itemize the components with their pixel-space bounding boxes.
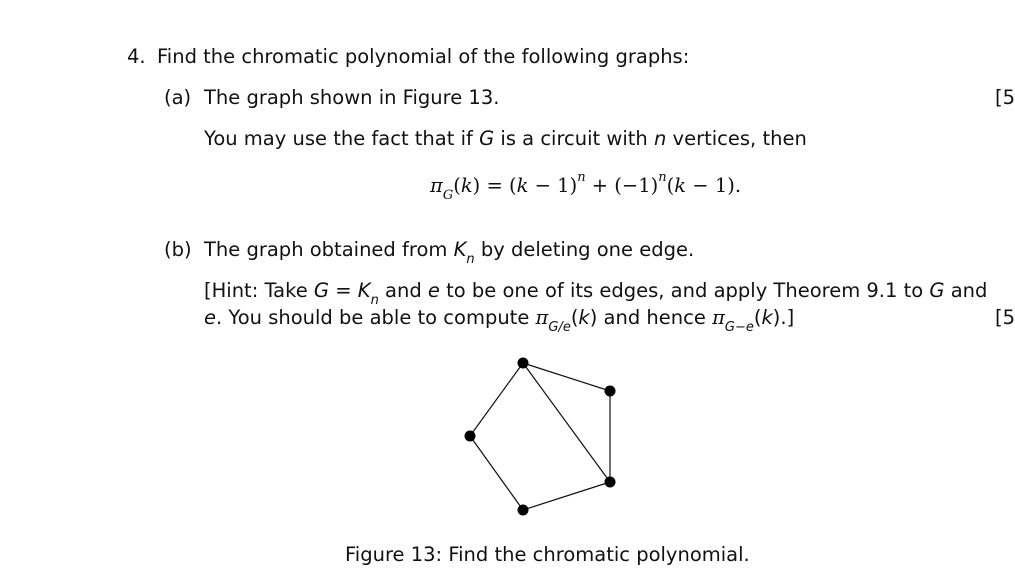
vertex-bottom bbox=[518, 505, 529, 516]
note-pre: You may use the fact that if bbox=[204, 127, 473, 150]
vertex-lower-right bbox=[605, 477, 616, 488]
part-b-K-sub: n bbox=[466, 251, 475, 267]
vertex-upper-right bbox=[605, 386, 616, 397]
part-b-text bbox=[204, 238, 695, 267]
note-n: n bbox=[653, 127, 667, 150]
hint-line-2: e. You should be able to compute $\pi_{G/e}(k)$ and hence $\pi_{G-e}(k)$.] bbox=[204, 306, 795, 335]
hint-and: and bbox=[385, 279, 422, 302]
figure-caption: Figure 13: Find the chromatic polynomial. bbox=[345, 543, 750, 566]
part-b-text-pre: The graph obtained from bbox=[204, 238, 448, 261]
note-mid: is a circuit with bbox=[500, 127, 648, 150]
hint-take: [Hint: Take bbox=[204, 279, 308, 302]
part-a-text: The graph shown in Figure 13. bbox=[204, 86, 500, 109]
edge-left-top bbox=[470, 363, 523, 436]
part-b-text-post: by deleting one edge. bbox=[480, 238, 695, 261]
edge-lowerright-bottom bbox=[523, 482, 610, 510]
part-b-label: (b) bbox=[164, 238, 192, 261]
vertex-left bbox=[465, 431, 476, 442]
edge-top-lowerright bbox=[523, 363, 610, 482]
hint-and-2: and bbox=[950, 279, 988, 302]
hint-apply: to be one of its edges, and apply Theorem 9.1 to bbox=[446, 279, 924, 302]
vertex-top bbox=[518, 358, 529, 369]
hint-line-1: [Hint: Take $G = K_n$ and e to be one of its edges, and apply Theorem 9.1 to G and bbox=[204, 279, 988, 308]
part-b-marks: [5 bbox=[995, 306, 1015, 329]
question-number: 4. bbox=[127, 45, 146, 68]
part-a-label: (a) bbox=[164, 86, 192, 109]
edge-top-upperright bbox=[523, 363, 610, 391]
question-text: Find the chromatic polynomial of the following graphs: bbox=[157, 45, 690, 68]
circuit-formula: $\pi_G(k) = (k - 1)^n + (-1)^n(k - 1)$. bbox=[430, 169, 742, 203]
part-a-note bbox=[204, 129, 807, 149]
edge-bottom-left bbox=[470, 436, 523, 510]
note-post: vertices, then bbox=[672, 127, 807, 150]
graph-figure bbox=[440, 340, 640, 530]
hint-compute: . You should be able to compute bbox=[216, 306, 530, 329]
part-a-marks: [5 bbox=[995, 86, 1015, 109]
hint-close: .] bbox=[780, 306, 795, 329]
note-G: G bbox=[479, 127, 495, 150]
hint-hence: and hence bbox=[603, 306, 706, 329]
part-b-K: K bbox=[453, 238, 467, 261]
